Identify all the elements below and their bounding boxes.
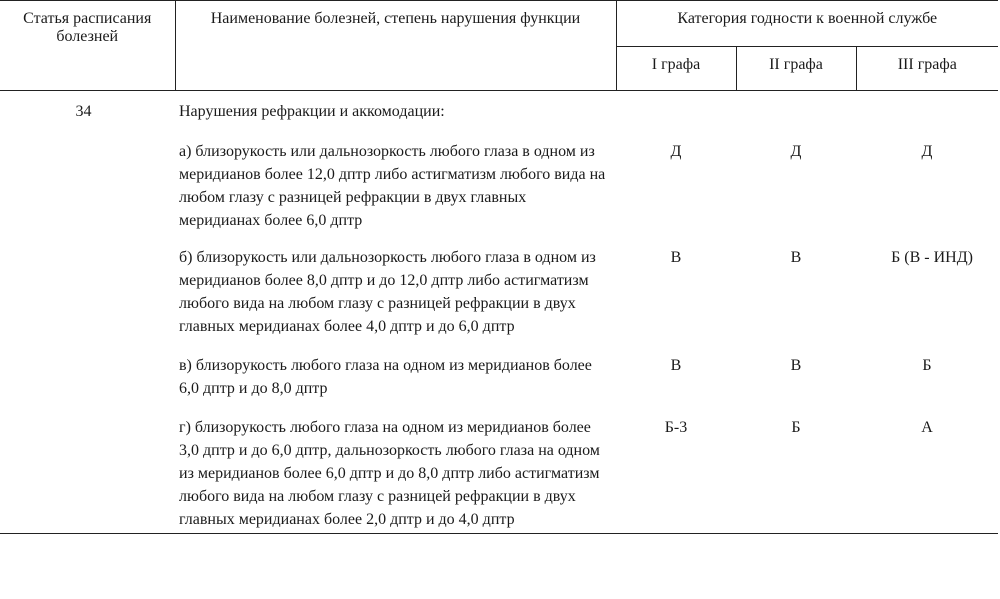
row-d-grafa-2: Б — [736, 416, 856, 534]
header-grafa-1: I графа — [616, 47, 736, 91]
row-d-grafa-1: Б-3 — [616, 416, 736, 534]
row-b-grafa-3: Б (В - ИНД) — [891, 249, 973, 266]
article-number: 34 — [75, 103, 92, 120]
table-body — [0, 91, 998, 534]
table-row — [0, 91, 998, 141]
row-a-grafa-1: Д — [670, 143, 682, 160]
row-c-grafa-3: Б — [922, 357, 932, 374]
row-b-description: б) близорукость или дальнозоркость любого глаза в одном из меридианов более 8,0 дптр и до 12,0 дптр либо астигматизм любого вида на любом глазу с разницей рефракции в двух главных меридианах более 4,0 дптр и до 6,0 дптр — [179, 249, 596, 335]
row-b-grafa-1: В — [670, 249, 682, 266]
table-row — [0, 246, 998, 354]
row-c-grafa-2: В — [790, 357, 802, 374]
table-row — [0, 354, 998, 416]
row-a-description: а) близорукость или дальнозоркость любого глаза в одном из меридианов более 12,0 дптр либо астигматизм любого вида на любом глазу с разницей рефракции в двух главных меридианах более 6,0 дптр — [179, 143, 606, 229]
row-c-grafa-1: В — [670, 357, 682, 374]
row-a-grafa-2: Д — [790, 143, 802, 160]
article-title: Нарушения рефракции и аккомодации: — [179, 103, 445, 120]
row-b-grafa-2: В — [790, 249, 802, 266]
header-grafa-2: II графа — [736, 47, 856, 91]
row-d-description: г) близорукость любого глаза на одном из меридианов более 3,0 дптр и до 6,0 дптр, дальнозоркость любого глаза на одном из меридианов более 6,0 дптр и до 8,0 дптр либо астигматизм любого вида на любом глазу с разницей рефракции в двух главных меридианах более 2,0 дптр и до 4,0 дптр — [175, 416, 616, 534]
table-row — [0, 140, 998, 246]
row-c-description: в) близорукость любого глаза на одном из меридианов более 6,0 дптр и до 8,0 дптр — [179, 357, 592, 397]
header-article: Статья расписания болезней — [0, 1, 175, 91]
row-a-grafa-3: Д — [921, 143, 933, 160]
header-grafa-3: III графа — [856, 47, 998, 91]
row-d-grafa-3: А — [856, 416, 998, 534]
header-fitness-category: Категория годности к военной службе — [616, 1, 998, 47]
header-disease-name: Наименование болезней, степень нарушения функции — [175, 1, 616, 91]
table-header — [0, 1, 998, 91]
table-row — [0, 416, 998, 534]
